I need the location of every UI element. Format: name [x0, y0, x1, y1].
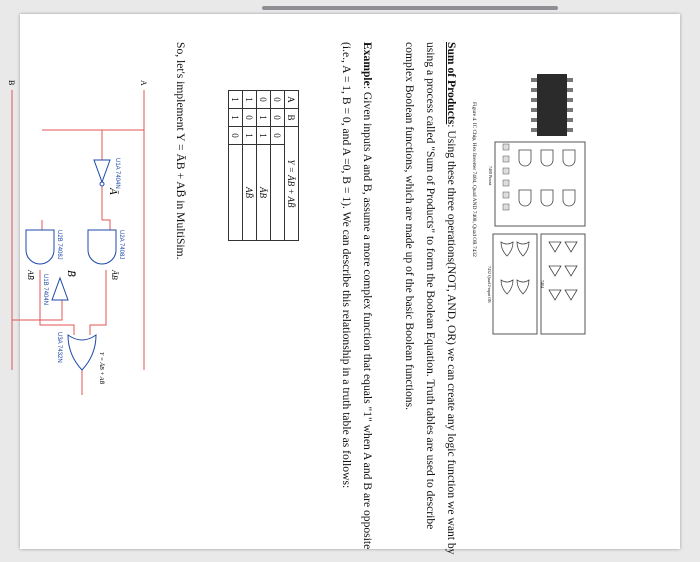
- not-a-label: Ā: [107, 188, 119, 195]
- cell: 0: [257, 91, 271, 109]
- schematic-figure: [0, 70, 162, 410]
- product1-label: ĀB: [110, 270, 119, 280]
- cell: 1: [229, 91, 243, 109]
- header-a: A: [285, 91, 299, 109]
- example-text: : Given inputs A and B, assume a more complex function that equals "1" when A and B are opposite (i.e., A = 1, B = 0, and A =0, B = 1). We can describe this relationship in a truth table as follows:: [340, 42, 374, 550]
- ic-chips-image: [481, 70, 589, 340]
- cell: 1: [243, 91, 257, 109]
- sum-of-products-heading: Sum of Products: [445, 42, 458, 125]
- output-label: Y = ĀB + AB̄: [98, 352, 104, 384]
- cell: 0: [271, 127, 285, 145]
- table-row: [229, 91, 243, 241]
- table-row: [257, 91, 271, 241]
- truth-table: [228, 90, 299, 241]
- or-gate-u3a: [68, 335, 96, 370]
- chip-label-7432: 7432 Quad 2-input OR: [487, 266, 492, 303]
- implement-line: So, let's implement Y = ĀB + AB̄ in MultiSim.: [174, 42, 187, 260]
- not-gate-u1a: [94, 160, 110, 182]
- cell: 0: [271, 91, 285, 109]
- gate-label-u1a: U1A 7404N: [114, 158, 120, 189]
- example-paragraph: [336, 42, 378, 562]
- table-header-row: [285, 91, 299, 241]
- gate-label-u1b: U1B 7404N: [42, 274, 48, 306]
- chip-label-7404: 7404: [540, 280, 545, 288]
- truth-table-container: [228, 90, 299, 241]
- cell: 1: [243, 127, 257, 145]
- not-b-label: B̄: [65, 270, 77, 277]
- cell-term: [271, 145, 285, 241]
- and-gate-u2b: [26, 230, 54, 264]
- figure4-caption: Figure 4. IC Chip, Hex Inverter 7404, Quad AND 7408, Quad OR 7432: [471, 102, 477, 257]
- header-b: B: [285, 109, 299, 127]
- cell: 1: [257, 109, 271, 127]
- cell-term: [229, 145, 243, 241]
- table-row: [271, 91, 285, 241]
- document-page: [7, 14, 680, 555]
- example-heading: Example: [361, 42, 374, 86]
- input-a-label: A: [139, 80, 148, 86]
- schematic-diagram: [0, 70, 162, 410]
- cell: 0: [243, 109, 257, 127]
- cell: 0: [229, 127, 243, 145]
- and-gate-u2a: [88, 230, 116, 264]
- gate-label-u2a: U2A 7408J: [118, 230, 124, 260]
- input-b-label: B: [7, 80, 16, 86]
- cell: 1: [257, 127, 271, 145]
- gate-label-u3a: U3A 7432N: [56, 332, 62, 363]
- product2-label: AB̄: [26, 270, 35, 280]
- not-gate-u1b: [52, 278, 68, 300]
- table-row: [243, 91, 257, 241]
- cell-term: ĀB: [257, 145, 271, 241]
- header-y: Y = ĀB + AB̄: [285, 127, 299, 241]
- cell: 1: [229, 109, 243, 127]
- gate-label-u2b: U2B 7408J: [56, 230, 62, 260]
- sum-of-products-text: : Using these three operations(NOT, AND, OR) we can create any logic function we want by using a process called "Sum of Products" to form the Boolean Equation. Truth tables are used to describe complex Boolean functions, which are made up of the basic Boolean functions.: [403, 42, 458, 555]
- sum-of-products-paragraph: [399, 42, 462, 562]
- cell: 0: [271, 109, 285, 127]
- cell-term: AB̄: [243, 145, 257, 241]
- ic-chip-figure: [481, 70, 589, 340]
- chip-label-7408: 7408 Pinout: [488, 166, 493, 186]
